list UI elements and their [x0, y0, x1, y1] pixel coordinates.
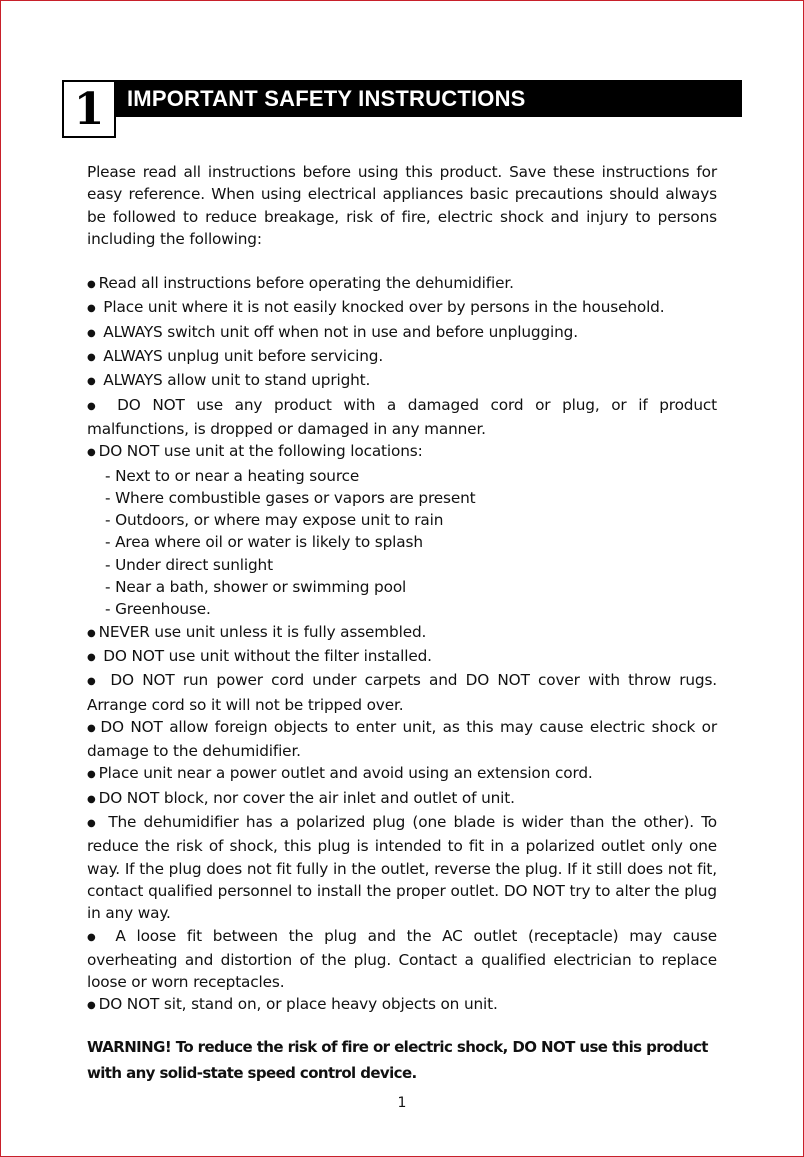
- list-item: ● A loose fit between the plug and the AC outlet (receptacle) may cause overheating and distortion of the plug. Contact a qualified electrician to replace loose or worn receptacles.: [87, 926, 717, 992]
- list-item: ● DO NOT sit, stand on, or place heavy objects on unit.: [87, 995, 498, 1014]
- bullet-icon: ●: [87, 327, 96, 339]
- locations-list: [87, 465, 717, 621]
- list-item: ● ALWAYS allow unit to stand upright.: [87, 371, 371, 390]
- bullet-icon: ●: [87, 627, 96, 639]
- bullet-icon: ●: [87, 722, 98, 734]
- section-title: IMPORTANT SAFETY INSTRUCTIONS: [116, 80, 742, 117]
- intro-paragraph: Please read all instructions before using this product. Save these instructions for easy reference. When using electrical appliances basic precautions should always be followed to reduce breakage, risk of fire, electric shock and injury to persons including the following:: [87, 163, 717, 248]
- bullet-icon: ●: [87, 376, 96, 388]
- bullet-icon: ●: [87, 931, 102, 943]
- bullet-icon: ●: [87, 651, 96, 663]
- bullet-icon: ●: [87, 1000, 96, 1012]
- safety-rules-list: [87, 272, 717, 1018]
- bullet-icon: ●: [87, 352, 96, 364]
- bullet-icon: ●: [87, 818, 99, 830]
- bullet-icon: ●: [87, 400, 103, 412]
- list-item: ● Place unit near a power outlet and avoid using an extension cord.: [87, 764, 593, 783]
- instructions-body: [87, 161, 717, 1101]
- list-item: ● ALWAYS switch unit off when not in use and before unplugging.: [87, 322, 578, 341]
- list-item: ● DO NOT run power cord under carpets and DO NOT cover with throw rugs. Arrange cord so it will not be tripped over.: [87, 671, 717, 714]
- list-item: ● Read all instructions before operating the dehumidifier.: [87, 274, 514, 293]
- bullet-icon: ●: [87, 447, 96, 459]
- location-item: - Under direct sunlight: [105, 555, 273, 574]
- location-item: - Greenhouse.: [105, 600, 211, 619]
- location-item: - Where combustible gases or vapors are present: [105, 488, 476, 507]
- section-number: 1: [62, 80, 116, 138]
- list-item: ● DO NOT use unit at the following locations: - Next to or near a heating source - Where combustible gases or vapors are present - Outdoors, or where may expose unit to rain - Area where oil or water is likely to splash - Under direct sunlight - Near a bath, shower or swimming pool - Greenhouse.: [87, 440, 717, 620]
- bullet-icon: ●: [87, 793, 96, 805]
- list-item: ● DO NOT use any product with a damaged cord or plug, or if product malfunctions, is dropped or damaged in any manner.: [87, 395, 717, 438]
- bullet-icon: ●: [87, 303, 96, 315]
- page-number: 1: [397, 1095, 407, 1111]
- bullet-icon: ●: [87, 279, 96, 291]
- list-item: ● ALWAYS unplug unit before servicing.: [87, 347, 384, 366]
- bullet-icon: ●: [87, 676, 100, 688]
- section-header: [62, 80, 742, 140]
- location-item: - Area where oil or water is likely to splash: [105, 533, 423, 552]
- list-item: ● DO NOT block, nor cover the air inlet and outlet of unit.: [87, 788, 515, 807]
- location-item: - Near a bath, shower or swimming pool: [105, 578, 407, 597]
- list-item: ● Place unit where it is not easily knocked over by persons in the household.: [87, 298, 665, 317]
- list-item: ● DO NOT use unit without the filter installed.: [87, 646, 432, 665]
- list-item: ● DO NOT allow foreign objects to enter unit, as this may cause electric shock or damage to the dehumidifier.: [87, 717, 717, 761]
- list-item: ● The dehumidifier has a polarized plug (one blade is wider than the other). To reduce the risk of shock, this plug is intended to fit in a polarized outlet only one way. If the plug does not fit fully in the outlet, reverse the plug. If it still does not fit, contact qualified personnel to install the proper outlet. DO NOT try to alter the plug in any way.: [87, 813, 717, 923]
- list-item: ● NEVER use unit unless it is fully assembled.: [87, 622, 427, 641]
- location-item: - Next to or near a heating source: [105, 466, 360, 485]
- bullet-icon: ●: [87, 769, 96, 781]
- warning-text: WARNING! To reduce the risk of fire or electric shock, DO NOT use this product with any solid-state speed control device.: [87, 1037, 708, 1082]
- location-item: - Outdoors, or where may expose unit to rain: [105, 511, 444, 530]
